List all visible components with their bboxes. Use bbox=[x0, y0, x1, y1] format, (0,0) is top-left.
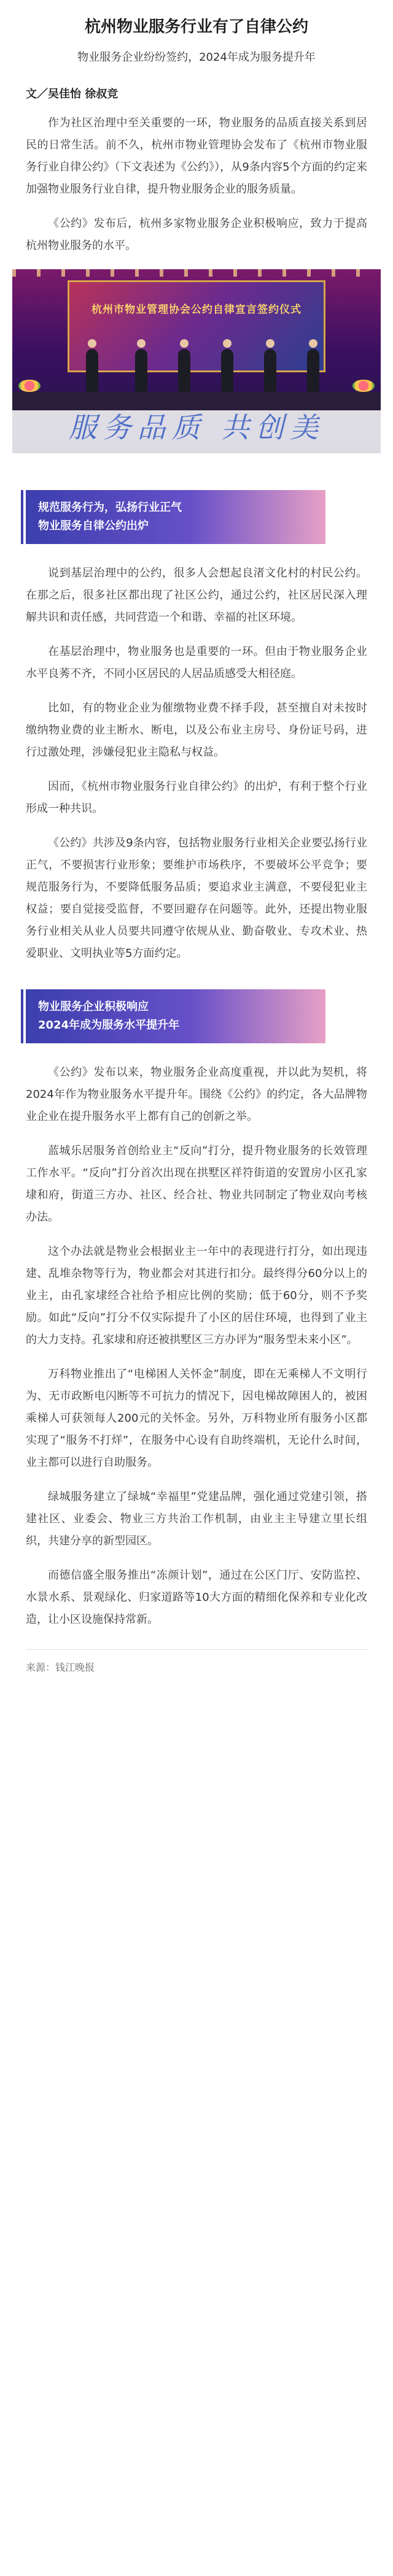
flower-decoration bbox=[18, 380, 41, 392]
stage-person bbox=[221, 349, 233, 392]
section-heading-2 bbox=[26, 989, 325, 1043]
intro-paragraph: 《公约》发布后，杭州多家物业服务企业积极响应，致力于提高杭州物业服务的水平。 bbox=[26, 217, 367, 253]
banner-slogan: 服务品质 共创美 bbox=[68, 411, 325, 445]
article-source: 来源：钱江晚报 bbox=[26, 1649, 367, 1674]
stage-lights bbox=[12, 269, 381, 277]
section2-paragraph: 万科物业推出了“电梯困人关怀金”制度，即在无乘梯人不文明行为、无市政断电闪断等不可抗力的情况下，因电梯故障困人的，被困乘梯人可获领每人200元的关怀金。另外，万科物业所有服务小区都实现了“服务不打烊”，在服务中心设有自助终端机，无论什么时间，业主都可以进行自助服务。 bbox=[26, 1368, 367, 1470]
section-heading-1 bbox=[26, 490, 325, 544]
section1-paragraph: 《公约》共涉及9条内容，包括物业服务行业相关企业要弘扬行业正气，不要损害行业形象；要维护市场秩序，不要破坏公平竞争；要规范服务行为，不要降低服务品质；要追求业主满意，不要侵犯业主权益；要自觉接受监督，不要回避存在问题等。此外，还提出物业服务行业相关从业人员要共同遵守依规从业、勤奋敬业、专攻术业、热爱职业、文明执业等5方面约定。 bbox=[26, 837, 367, 960]
intro-paragraph: 作为社区治理中至关重要的一环，物业服务的品质直接关系到居民的日常生活。前不久，杭州市物业管理协会发布了《杭州市物业服务行业自律公约》（下文表述为《公约》），从9条内容5个方面的约定来加强物业服务行业自律，提升物业服务企业的服务质量。 bbox=[26, 117, 367, 196]
section2-paragraph: 《公约》发布以来，物业服务企业高度重视，并以此为契机，将2024年作为物业服务水平提升年。围绕《公约》的约定，各大品牌物业企业在提升服务水平上都有自己的创新之举。 bbox=[26, 1066, 367, 1124]
stage-person bbox=[178, 349, 190, 392]
stage-person bbox=[86, 349, 98, 392]
article-author: 文／吴佳怡 徐叔竞 bbox=[26, 88, 119, 101]
section-heading-line: 物业服务企业积极响应 bbox=[38, 1000, 149, 1014]
event-photo bbox=[12, 269, 381, 453]
section1-paragraph: 说到基层治理中的公约，很多人会想起良渚文化村的村民公约。在那之后，很多社区都出现了社区公约，通过公约，社区居民深入理解共识和责任感，共同营造一个和谐、幸福的社区环境。 bbox=[26, 567, 367, 624]
section-heading-line: 2024年成为服务水平提升年 bbox=[38, 1019, 180, 1032]
stage-person bbox=[135, 349, 147, 392]
section-heading-line: 物业服务自律公约出炉 bbox=[38, 519, 149, 533]
section1-paragraph: 在基层治理中，物业服务也是重要的一环。但由于物业服务企业水平良莠不齐，不同小区居民的人居品质感受大相径庭。 bbox=[26, 645, 367, 681]
section1-paragraph: 因而，《杭州市物业服务行业自律公约》的出炉，有利于整个行业形成一种共识。 bbox=[26, 780, 367, 816]
section1-paragraph: 比如，有的物业企业为催缴物业费不择手段，甚至擅自对未按时缴纳物业费的业主断水、断电，以及公布业主房号、身份证号码，进行过激处理，涉嫌侵犯业主隐私与权益。 bbox=[26, 702, 367, 759]
section2-paragraph: 绿城服务建立了绿城“幸福里”党建品牌，强化通过党建引领，搭建社区、业委会、物业三方共治工作机制，由业主主导建立里长组织，共建分享的新型园区。 bbox=[26, 1490, 367, 1548]
section-heading-line: 规范服务行为，弘扬行业正气 bbox=[38, 501, 182, 515]
stage-screen-text: 杭州市物业管理协会公约自律宣言签约仪式 bbox=[91, 304, 302, 316]
flower-decoration bbox=[352, 380, 375, 392]
article-subtitle: 物业服务企业纷纷签约，2024年成为服务提升年 bbox=[77, 51, 316, 64]
section2-paragraph: 这个办法就是物业会根据业主一年中的表现进行打分，如出现违建、乱堆杂物等行为，物业都会对其进行扣分。最终得分60分以上的业主，由孔家埭经合社给予相应比例的奖励；低于60分，则不予奖励。如此“反向”打分不仅实际提升了小区的居住环境，也得到了业主的大力支持。孔家埭和府还被拱墅区三方办评为“服务型未来小区”。 bbox=[26, 1245, 367, 1347]
stage-person bbox=[264, 349, 276, 392]
stage-person bbox=[307, 349, 319, 392]
section2-paragraph: 而德信盛全服务推出“冻颜计划”，通过在公区门厅、安防监控、水景水系、景观绿化、归家道路等10大方面的精细化保养和专业化改造，让小区设施保持常新。 bbox=[26, 1569, 367, 1627]
article-title: 杭州物业服务行业有了自律公约 bbox=[84, 18, 308, 36]
section2-paragraph: 蓝城乐居服务首创给业主“反向”打分，提升物业服务的长效管理工作水平。“反向”打分首次出现在拱墅区祥符街道的安置房小区孔家埭和府，街道三方办、社区、经合社、物业共同制定了物业双向考核办法。 bbox=[26, 1144, 367, 1224]
stage-screen bbox=[68, 280, 325, 372]
